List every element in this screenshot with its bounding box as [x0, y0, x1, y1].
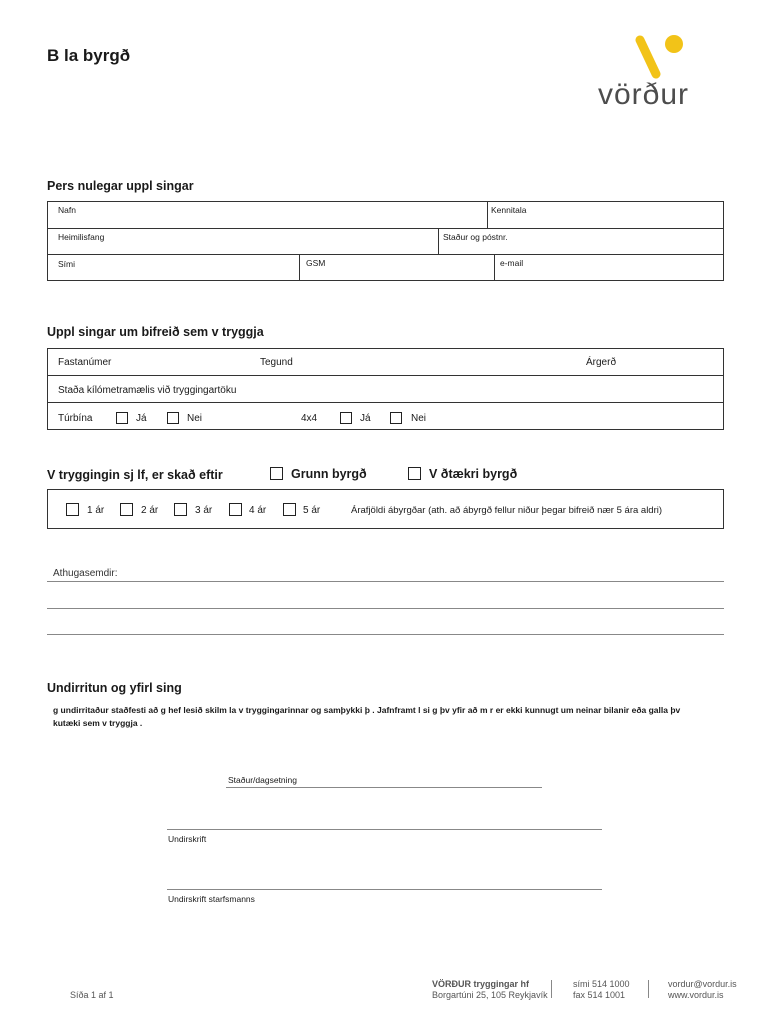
vehicle-section-title: Uppl singar um bifreið sem v tryggja	[47, 325, 264, 339]
turbo-label: Túrbína	[58, 413, 93, 424]
signature-statement-2: kutæki sem v tryggja .	[53, 718, 143, 728]
signature-section-title: Undirritun og yfirl sing	[47, 681, 182, 695]
staff-signature-line[interactable]	[167, 889, 602, 890]
make-field[interactable]: Tegund	[260, 357, 293, 368]
address-field[interactable]: Heimilisfang	[58, 232, 105, 242]
fourx4-no-label: Nei	[411, 413, 427, 424]
plate-field[interactable]: Fastanúmer	[58, 357, 112, 368]
footer-web[interactable]: www.vordur.is	[668, 990, 724, 1000]
email-field[interactable]: e-mail	[500, 258, 524, 268]
place-date-line[interactable]	[226, 787, 542, 788]
personal-section-title: Pers nulegar uppl singar	[47, 179, 194, 193]
page-title: B la byrgð	[47, 46, 131, 65]
signature-label: Undirskrift	[168, 834, 207, 844]
turbo-yes-label: Já	[136, 413, 147, 424]
phone-field[interactable]: Sími	[58, 259, 75, 269]
signature-statement: g undirritaður staðfesti að g hef lesið skilm la v tryggingarinnar og samþykki þ . Jafnframt l si g þv yfir að m r er ekki kunnugt um neinar bilanir eða galla þv	[53, 705, 681, 715]
signature-line[interactable]	[167, 829, 602, 830]
fourx4-yes-label: Já	[360, 413, 371, 424]
year-3-checkbox[interactable]	[174, 503, 187, 516]
vordur-logo	[596, 34, 728, 110]
footer-email[interactable]: vordur@vordur.is	[668, 979, 737, 989]
turbo-no-checkbox[interactable]	[167, 412, 179, 424]
footer-phone: sími 514 1000	[573, 979, 630, 989]
coverage-section-title: V tryggingin sj lf, er skað eftir	[47, 468, 223, 482]
year-1-checkbox[interactable]	[66, 503, 79, 516]
footer-divider-2	[648, 980, 649, 998]
fourx4-no-checkbox[interactable]	[390, 412, 402, 424]
remarks-line-3[interactable]	[47, 634, 724, 635]
year-1-label: 1 ár	[87, 505, 105, 516]
extended-coverage-checkbox[interactable]	[408, 467, 421, 480]
year-3-label: 3 ár	[195, 505, 213, 516]
footer-fax: fax 514 1001	[573, 990, 626, 1000]
fourx4-label: 4x4	[301, 413, 318, 424]
footer-divider-1	[551, 980, 552, 998]
page-number: Síða 1 af 1	[70, 990, 114, 1000]
gsm-field[interactable]: GSM	[306, 258, 326, 268]
year-4-checkbox[interactable]	[229, 503, 242, 516]
basic-coverage-checkbox[interactable]	[270, 467, 283, 480]
turbo-yes-checkbox[interactable]	[116, 412, 128, 424]
turbo-no-label: Nei	[187, 413, 203, 424]
svg-text:vörður: vörður	[598, 78, 690, 110]
postal-field[interactable]: Staður og póstnr.	[443, 232, 508, 242]
year-2-label: 2 ár	[141, 505, 159, 516]
year-5-checkbox[interactable]	[283, 503, 296, 516]
year-2-checkbox[interactable]	[120, 503, 133, 516]
remarks-label: Athugasemdir:	[53, 568, 118, 579]
fourx4-yes-checkbox[interactable]	[340, 412, 352, 424]
footer-company: VÖRÐUR tryggingar hf	[432, 979, 530, 989]
staff-signature-label: Undirskrift starfsmanns	[168, 894, 255, 904]
extended-coverage-label: V ðtækri byrgð	[429, 467, 518, 481]
place-date-label: Staður/dagsetning	[228, 775, 297, 785]
footer-address: Borgartúni 25, 105 Reykjavík	[432, 990, 548, 1000]
years-note: Árafjöldi ábyrgðar (ath. að ábyrgð fellur niður þegar bifreið nær 5 ára aldri)	[351, 505, 663, 516]
year-field[interactable]: Árgerð	[586, 357, 617, 368]
remarks-line-2[interactable]	[47, 608, 724, 609]
year-4-label: 4 ár	[249, 505, 267, 516]
personal-info-box	[47, 201, 724, 281]
name-field[interactable]: Nafn	[58, 205, 76, 215]
basic-coverage-label: Grunn byrgð	[291, 467, 367, 481]
year-5-label: 5 ár	[303, 505, 321, 516]
kennitala-field[interactable]: Kennitala	[491, 205, 527, 215]
odometer-field[interactable]: Staða kílómetramælis við tryggingartöku	[58, 385, 237, 396]
remarks-line-1[interactable]	[47, 581, 724, 582]
